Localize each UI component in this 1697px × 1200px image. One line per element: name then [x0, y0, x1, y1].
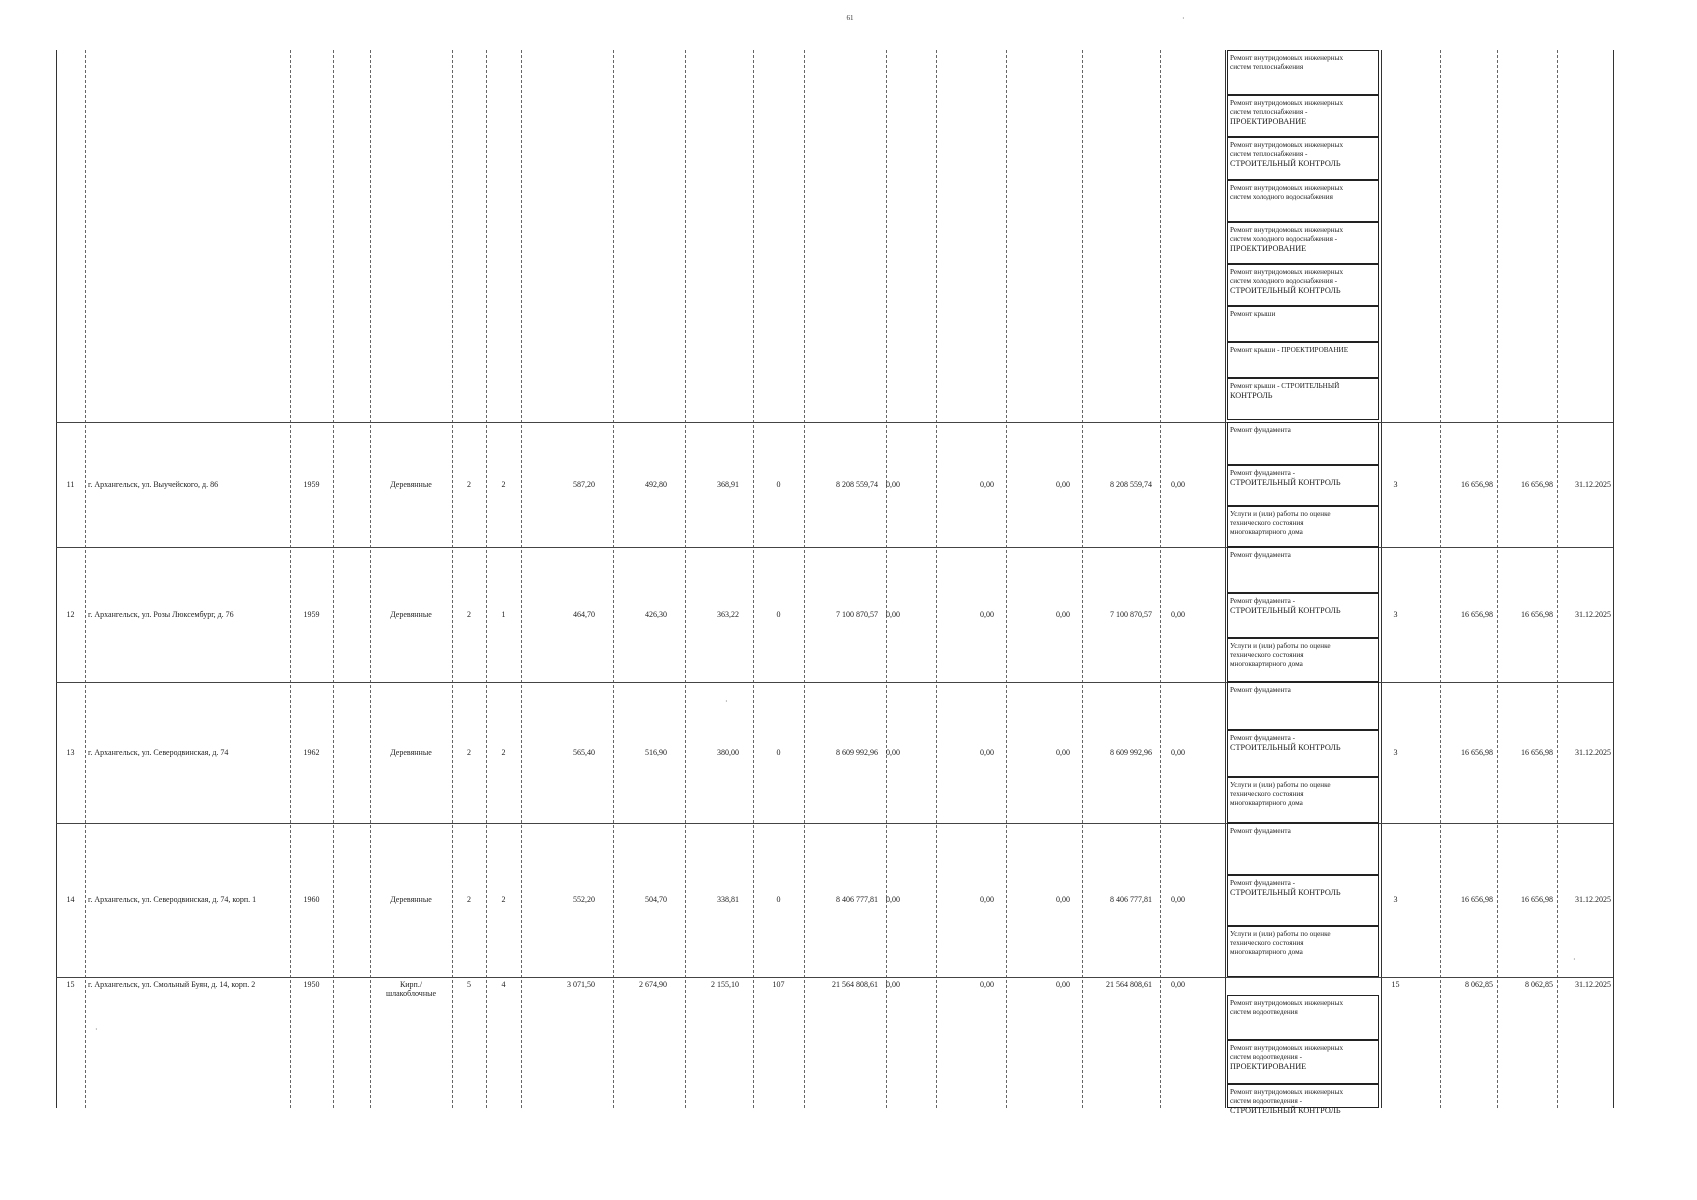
- build-year: 1950: [303, 980, 320, 989]
- entrances: 2: [501, 748, 506, 757]
- work-item: [1227, 777, 1379, 823]
- work-item: [1227, 593, 1379, 638]
- area-living: 2 674,90: [639, 980, 667, 989]
- work-count: 3: [1393, 748, 1398, 757]
- fund-regional: 0,00: [980, 748, 994, 757]
- work-item-line: Ремонт внутридомовых инженерных: [1230, 54, 1344, 62]
- residents: 107: [772, 980, 785, 989]
- floors: 2: [467, 610, 471, 619]
- fund-owners: 21 564 808,61: [1106, 980, 1152, 989]
- scan-speck: ·: [95, 1025, 98, 1034]
- column-border: [1440, 50, 1441, 1108]
- fund-local: 0,00: [1056, 980, 1070, 989]
- work-item-line: Ремонт внутридомовых инженерных: [1230, 184, 1344, 192]
- column-border: [1613, 50, 1614, 1108]
- work-item-line: систем водоотведения: [1230, 1008, 1298, 1016]
- area-residents: 368,91: [717, 480, 739, 489]
- entrances: 2: [501, 480, 506, 489]
- work-item-line: Ремонт крыши: [1230, 310, 1276, 318]
- limit-cost: 16 656,98: [1521, 895, 1553, 904]
- entrances: 4: [501, 980, 506, 989]
- column-border: [521, 50, 522, 1108]
- column-border: [1160, 50, 1161, 1108]
- work-item: [1227, 1040, 1379, 1084]
- work-item-line: ПРОЕКТИРОВАНИЕ: [1230, 117, 1307, 126]
- area-residents: 2 155,10: [711, 980, 739, 989]
- area-residents: 338,81: [717, 895, 739, 904]
- entrances: 1: [501, 610, 506, 619]
- fund-federal: 0,00: [886, 610, 900, 619]
- work-item-line: систем теплоснабжения: [1230, 63, 1304, 71]
- work-item-line: Ремонт внутридомовых инженерных: [1230, 226, 1344, 234]
- work-item: [1227, 995, 1379, 1040]
- residents: 0: [776, 895, 781, 904]
- limit-cost: 8 062,85: [1525, 980, 1553, 989]
- area-total: 587,20: [573, 480, 595, 489]
- work-item-line: Ремонт крыши - СТРОИТЕЛЬНЫЙ: [1230, 382, 1340, 390]
- work-item-line: Ремонт фундамента: [1230, 827, 1291, 835]
- work-item-line: Ремонт внутридомовых инженерных: [1230, 141, 1344, 149]
- work-item: [1227, 264, 1379, 306]
- unit-cost: 16 656,98: [1461, 895, 1493, 904]
- work-item-line: Ремонт фундамента -: [1230, 734, 1295, 742]
- work-item-line: Ремонт фундамента -: [1230, 597, 1295, 605]
- fund-federal: 0,00: [886, 980, 900, 989]
- row-number: 14: [66, 895, 75, 904]
- wall-material: Кирп./: [399, 980, 423, 989]
- work-item: [1227, 638, 1379, 682]
- work-item-line: многоквартирного дома: [1230, 799, 1303, 807]
- fund-local: 0,00: [1056, 748, 1070, 757]
- work-item: [1227, 682, 1379, 730]
- cost-total: 7 100 870,57: [836, 610, 878, 619]
- work-item: [1227, 730, 1379, 777]
- fund-local: 0,00: [1056, 480, 1070, 489]
- column-border: [1225, 50, 1226, 1108]
- deadline: 31.12.2025: [1575, 980, 1611, 989]
- work-count: 3: [1393, 480, 1398, 489]
- area-living: 504,70: [645, 895, 667, 904]
- fund-owners: 8 609 992,96: [1110, 748, 1152, 757]
- work-item-line: Ремонт внутридомовых инженерных: [1230, 1088, 1344, 1096]
- column-border: [290, 50, 291, 1108]
- fund-regional: 0,00: [980, 895, 994, 904]
- scan-speck: ·: [1182, 14, 1185, 23]
- area-residents: 363,22: [717, 610, 739, 619]
- work-item-line: СТРОИТЕЛЬНЫЙ КОНТРОЛЬ: [1230, 888, 1341, 897]
- wall-material: Деревянные: [390, 748, 432, 757]
- address: г. Архангельск, ул. Выучейского, д. 86: [88, 480, 219, 489]
- fund-owners: 7 100 870,57: [1110, 610, 1152, 619]
- limit-cost: 16 656,98: [1521, 480, 1553, 489]
- work-item-line: КОНТРОЛЬ: [1230, 391, 1273, 400]
- residents: 0: [776, 748, 781, 757]
- fund-federal: 0,00: [886, 480, 900, 489]
- work-item: [1227, 95, 1379, 137]
- work-item: [1227, 50, 1379, 95]
- column-border: [333, 50, 334, 1108]
- work-item-line: СТРОИТЕЛЬНЫЙ КОНТРОЛЬ: [1230, 1106, 1341, 1115]
- work-item-line: Ремонт внутридомовых инженерных: [1230, 99, 1344, 107]
- work-item-line: систем холодного водоснабжения -: [1230, 277, 1338, 285]
- floors: 2: [467, 748, 471, 757]
- work-item: [1227, 422, 1379, 465]
- area-living: 492,80: [645, 480, 667, 489]
- column-border: [1497, 50, 1498, 1108]
- work-item-line: технического состояния: [1230, 651, 1304, 659]
- unit-cost: 16 656,98: [1461, 610, 1493, 619]
- residents: 0: [776, 480, 781, 489]
- work-item-line: многоквартирного дома: [1230, 948, 1303, 956]
- fund-federal: 0,00: [886, 748, 900, 757]
- work-item-line: Услуги и (или) работы по оценке: [1230, 930, 1331, 938]
- column-border: [936, 50, 937, 1108]
- scan-speck: ·: [1573, 955, 1576, 964]
- area-residents: 380,00: [717, 748, 739, 757]
- fund-owners: 8 208 559,74: [1110, 480, 1152, 489]
- limit-cost: 16 656,98: [1521, 610, 1553, 619]
- deadline: 31.12.2025: [1575, 748, 1611, 757]
- work-item-line: Ремонт фундамента: [1230, 686, 1291, 694]
- work-item-line: Ремонт внутридомовых инженерных: [1230, 268, 1344, 276]
- row-border: [56, 547, 1613, 548]
- fund-other: 0,00: [1171, 895, 1185, 904]
- work-item-line: Ремонт фундамента -: [1230, 879, 1295, 887]
- row-number: 12: [66, 610, 75, 619]
- column-border: [452, 50, 453, 1108]
- deadline: 31.12.2025: [1575, 895, 1611, 904]
- work-item-line: систем водоотведения -: [1230, 1053, 1303, 1061]
- work-item-line: Услуги и (или) работы по оценке: [1230, 510, 1331, 518]
- work-item-line: многоквартирного дома: [1230, 660, 1303, 668]
- work-count: 3: [1393, 895, 1398, 904]
- work-item: [1227, 180, 1379, 222]
- area-total: 565,40: [573, 748, 595, 757]
- fund-regional: 0,00: [980, 980, 994, 989]
- work-item-line: систем холодного водоснабжения -: [1230, 235, 1338, 243]
- row-number: 13: [66, 748, 75, 757]
- build-year: 1962: [303, 748, 320, 757]
- address: г. Архангельск, ул. Розы Люксембург, д. 76: [88, 610, 234, 619]
- work-item-line: СТРОИТЕЛЬНЫЙ КОНТРОЛЬ: [1230, 606, 1341, 615]
- fund-regional: 0,00: [980, 480, 994, 489]
- work-count: 3: [1393, 610, 1398, 619]
- floors: 2: [467, 895, 471, 904]
- work-item: [1227, 823, 1379, 875]
- area-total: 464,70: [573, 610, 595, 619]
- column-border: [1557, 50, 1558, 1108]
- build-year: 1959: [303, 480, 320, 489]
- build-year: 1960: [303, 895, 320, 904]
- unit-cost: 16 656,98: [1461, 748, 1493, 757]
- row-number: 15: [66, 980, 75, 989]
- area-total: 3 071,50: [567, 980, 595, 989]
- column-border: [56, 50, 57, 1108]
- wall-material: Деревянные: [390, 610, 432, 619]
- wall-material: Деревянные: [390, 480, 432, 489]
- unit-cost: 16 656,98: [1461, 480, 1493, 489]
- work-item-line: СТРОИТЕЛЬНЫЙ КОНТРОЛЬ: [1230, 743, 1341, 752]
- unit-cost: 8 062,85: [1465, 980, 1493, 989]
- work-item-line: ПРОЕКТИРОВАНИЕ: [1230, 244, 1307, 253]
- row-border: [56, 977, 1613, 978]
- work-item: [1227, 1084, 1379, 1115]
- work-item: [1227, 342, 1379, 378]
- work-item: [1227, 222, 1379, 264]
- work-item-line: Ремонт фундамента: [1230, 426, 1291, 434]
- floors: 2: [467, 480, 471, 489]
- address: г. Архангельск, ул. Северодвинская, д. 74, корп. 1: [88, 895, 257, 904]
- work-item-line: технического состояния: [1230, 519, 1304, 527]
- column-border: [804, 50, 805, 1108]
- work-item-line: многоквартирного дома: [1230, 528, 1303, 536]
- fund-owners: 8 406 777,81: [1110, 895, 1152, 904]
- fund-other: 0,00: [1171, 480, 1185, 489]
- wall-material: шлакоблочные: [385, 989, 437, 998]
- entrances: 2: [501, 895, 506, 904]
- work-item-line: Ремонт внутридомовых инженерных: [1230, 1044, 1344, 1052]
- row-border: [56, 823, 1613, 824]
- page-number: 61: [846, 14, 854, 22]
- fund-other: 0,00: [1171, 980, 1185, 989]
- row-number: 11: [66, 480, 75, 489]
- fund-local: 0,00: [1056, 610, 1070, 619]
- row-border: [56, 682, 1613, 683]
- build-year: 1959: [303, 610, 320, 619]
- work-item: [1227, 465, 1379, 506]
- column-border: [886, 50, 887, 1108]
- work-item-line: технического состояния: [1230, 790, 1304, 798]
- work-item-line: технического состояния: [1230, 939, 1304, 947]
- column-border: [486, 50, 487, 1108]
- work-item-line: Ремонт фундамента -: [1230, 469, 1295, 477]
- work-item-line: Ремонт крыши - ПРОЕКТИРОВАНИЕ: [1230, 346, 1349, 354]
- work-item-line: систем водоотведения -: [1230, 1097, 1303, 1105]
- work-item-line: систем холодного водоснабжения: [1230, 193, 1333, 201]
- area-living: 426,30: [645, 610, 667, 619]
- work-item: [1227, 306, 1379, 342]
- address: г. Архангельск, ул. Северодвинская, д. 74: [88, 748, 229, 757]
- column-border: [370, 50, 371, 1108]
- deadline: 31.12.2025: [1575, 610, 1611, 619]
- deadline: 31.12.2025: [1575, 480, 1611, 489]
- work-item-line: СТРОИТЕЛЬНЫЙ КОНТРОЛЬ: [1230, 159, 1341, 168]
- work-item-line: Услуги и (или) работы по оценке: [1230, 781, 1331, 789]
- cost-total: 8 406 777,81: [836, 895, 878, 904]
- work-item-line: Ремонт внутридомовых инженерных: [1230, 999, 1344, 1007]
- area-living: 516,90: [645, 748, 667, 757]
- column-border: [1381, 50, 1382, 1108]
- work-item-line: Услуги и (или) работы по оценке: [1230, 642, 1331, 650]
- floors: 5: [467, 980, 471, 989]
- fund-local: 0,00: [1056, 895, 1070, 904]
- work-item: [1227, 547, 1379, 593]
- fund-federal: 0,00: [886, 895, 900, 904]
- cost-total: 21 564 808,61: [832, 980, 878, 989]
- area-total: 552,20: [573, 895, 595, 904]
- column-border: [85, 50, 86, 1108]
- work-item-line: систем теплоснабжения -: [1230, 108, 1308, 116]
- work-item-line: систем теплоснабжения -: [1230, 150, 1308, 158]
- residents: 0: [776, 610, 781, 619]
- cost-total: 8 609 992,96: [836, 748, 878, 757]
- work-item: [1227, 875, 1379, 926]
- cost-total: 8 208 559,74: [836, 480, 878, 489]
- fund-other: 0,00: [1171, 748, 1185, 757]
- column-border: [613, 50, 614, 1108]
- work-item-line: СТРОИТЕЛЬНЫЙ КОНТРОЛЬ: [1230, 286, 1341, 295]
- limit-cost: 16 656,98: [1521, 748, 1553, 757]
- work-count: 15: [1391, 980, 1400, 989]
- column-border: [685, 50, 686, 1108]
- scan-speck: ·: [725, 697, 728, 706]
- work-item-line: СТРОИТЕЛЬНЫЙ КОНТРОЛЬ: [1230, 478, 1341, 487]
- wall-material: Деревянные: [390, 895, 432, 904]
- address: г. Архангельск, ул. Смольный Буян, д. 14, корп. 2: [88, 980, 256, 989]
- work-item: [1227, 137, 1379, 180]
- column-border: [1082, 50, 1083, 1108]
- row-border: [56, 422, 1613, 423]
- work-item: [1227, 926, 1379, 977]
- work-item: [1227, 506, 1379, 547]
- work-item-line: Ремонт фундамента: [1230, 551, 1291, 559]
- fund-regional: 0,00: [980, 610, 994, 619]
- work-item: [1227, 378, 1379, 420]
- column-border: [753, 50, 754, 1108]
- fund-other: 0,00: [1171, 610, 1185, 619]
- column-border: [1006, 50, 1007, 1108]
- work-item-line: ПРОЕКТИРОВАНИЕ: [1230, 1062, 1307, 1071]
